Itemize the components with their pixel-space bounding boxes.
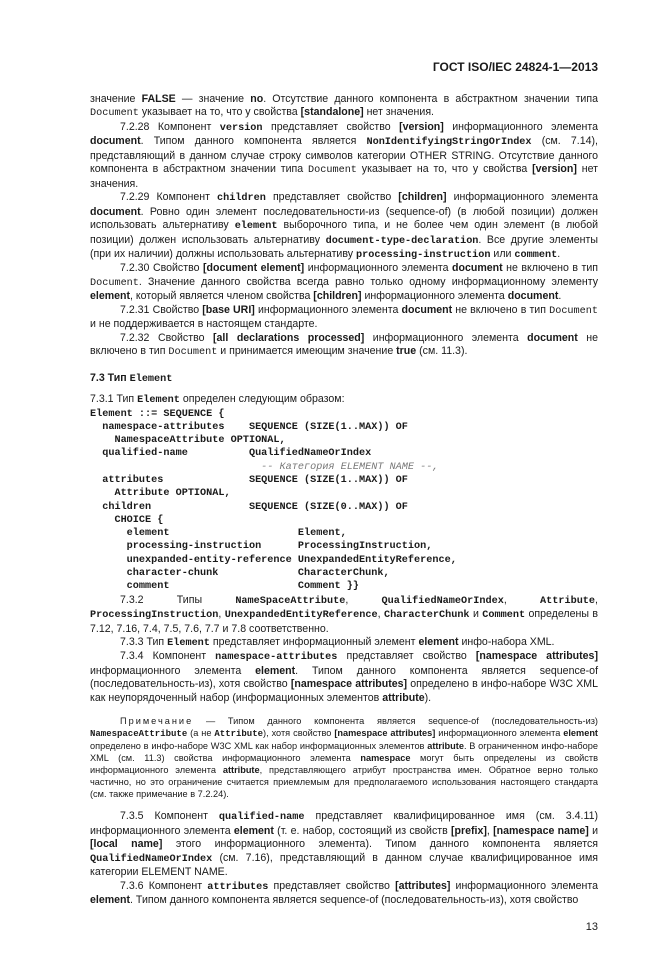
bold-term: attribute [382,691,425,704]
paragraph [90,191,598,262]
text-run: . Отсутствие данного компонента в абстрактном значении типа [263,93,598,105]
text-run: информационного элемента [364,331,528,344]
code-term: qualified-name [218,812,305,824]
code-term: UnexpandedEntityReference [224,610,378,622]
text-run: не включено в тип [502,262,598,275]
text-run: . Типом данного компонента является sequence-of (последовательность-из), хотя свойство [90,664,599,691]
bold-term: element [255,664,296,677]
text-run: информационного элемента [304,262,453,275]
bold-term: document [90,135,141,148]
text-run: 7.2.29 Компонент [120,191,217,204]
code-term: NameSpaceAttribute [235,595,346,607]
paragraph [90,880,598,908]
text-run: представляет свойство [337,650,476,663]
code-term: ProcessingInstruction [90,610,219,622]
page-number: 13 [585,921,598,934]
text-run: . В ограниченном инфо-наборе XML (см. 11.3) свойства информационного элемента [90,741,598,764]
bold-term: [children] [398,191,447,204]
text-run: и принимается имеющим значение [217,345,397,358]
paragraph [90,810,598,879]
text-run: . Типом данного компонента является [140,135,367,148]
text-run: представляет свойство [265,191,399,204]
text-run: 7.3.1 Тип [90,393,138,406]
text-run: представляет квалифицированное имя (см. 3.4.11) информационного элемента [90,810,598,837]
section-7-2-continued [90,93,598,360]
code-term: Document [549,305,599,317]
code-term: QualifiedNameOrIndex [381,595,504,607]
text-run: ), хотя свойство [263,728,335,739]
bold-term: element [418,636,459,649]
text-run: выборочного типа, и не более чем один элемент (в любой позиции) должен использовать альтернативу [90,219,599,246]
code-line: element Element, [90,528,347,540]
text-run: ). [424,691,432,704]
bold-term: FALSE [141,93,176,105]
text-run: 7.2.31 Свойство [120,303,203,316]
text-run: 7.3.4 Компонент [120,650,216,663]
code-term: children [216,193,266,205]
paragraph [90,393,598,407]
text-run: значение [90,93,142,105]
code-term: element [234,221,278,233]
text-run: определен следующим образом: [179,393,345,406]
bold-term: element [90,290,131,303]
text-run: определено в инфо-наборе W3C XML как набор информационных элементов [90,741,428,752]
text-run: информационного элемента [443,120,598,133]
section-7-3-more-paragraphs [90,810,598,907]
bold-term: namespace [360,753,411,764]
bold-term: [namespace attributes] [334,728,436,739]
text-run: нет значения. [363,106,434,119]
bold-term: document [401,303,453,316]
bold-term: true [396,345,417,358]
code-term: Document [90,277,139,289]
code-term: CharacterChunk [383,610,470,622]
code-line: NamespaceAttribute OPTIONAL, [90,435,286,447]
paragraph [90,636,598,650]
bold-term: [version] [532,163,577,176]
text-run: информационного элемента [90,664,256,677]
code-term: Document [90,108,139,120]
text-run: не включено в тип [452,303,550,316]
text-run: . [558,290,562,303]
text-run: 7.2.30 Свойство [120,262,203,275]
text-run: 7.2.28 Компонент [120,120,220,133]
bold-term: document [452,262,503,275]
asn1-code-block [90,408,598,594]
bold-term: attribute [427,741,464,752]
paragraph [90,332,598,360]
text-run: , [486,824,494,837]
code-line: CHOICE { [90,514,164,526]
text-run: , [218,608,225,621]
bold-term: element [563,728,598,739]
code-term: document-type-declaration [325,235,479,247]
bold-term: no [250,93,264,105]
bold-term: element [90,894,131,907]
text-run: определены в 7.12, 7.16, 7.4, 7.5, 7.6, 7.7 и 7.8 соответственно. [90,608,598,635]
bold-term: element [233,824,274,837]
text-run: и [588,824,599,837]
code-term: Element [167,638,210,650]
code-line: Element ::= SEQUENCE { [90,408,225,420]
intro-paragraph [90,393,598,407]
note [90,715,598,800]
paragraph [90,594,598,636]
bold-term: [namespace name] [493,824,589,837]
bold-term: [version] [399,120,444,133]
text-run: информационного элемента [254,303,402,316]
bold-term: attribute [222,765,260,776]
code-line: children SEQUENCE (SIZE(0..MAX)) OF [90,501,408,513]
paragraph [90,262,598,303]
text-run: нет значения. [90,163,599,190]
text-run: не включено в тип [90,331,599,358]
code-line: qualified-name QualifiedNameOrIndex [90,448,372,460]
bold-term: [namespace attributes] [475,650,598,663]
bold-term: [base URI] [202,303,255,316]
section-type-name: Element [129,373,173,385]
text-run: инфо-набора XML. [458,636,555,649]
text-run: , который является членом свойства [130,290,314,303]
code-line: -- Категория ELEMENT NAME --, [90,461,439,473]
code-term: comment [514,249,558,261]
bold-term: [namespace attributes] [290,678,408,691]
code-line: character-chunk CharacterChunk, [90,568,390,580]
section-heading-7-3 [90,372,598,386]
code-term: Comment [482,610,526,622]
text-run: . Типом данного компонента является sequence-of (последовательность-из), хотя свойство [130,894,579,907]
text-run: информационного элемента [361,290,508,303]
text-run: информационного элемента [446,191,598,204]
text-run: представляет информационный элемент [209,636,419,649]
paragraph [90,304,598,332]
bold-term: document [507,290,559,303]
text-run: представляет свойство [268,879,396,892]
bold-term: [children] [313,290,362,303]
code-term: namespace-attributes [215,652,338,664]
text-run: 7.3.3 Тип [120,636,168,649]
text-run: 7.3.2 Типы [120,593,236,606]
text-run: 7.3.6 Компонент [120,879,208,892]
text-run: и [469,608,483,621]
bold-term: [prefix] [450,824,487,837]
text-run: и не поддерживается в настоящем стандарте. [90,318,318,331]
text-run: , [377,608,384,621]
code-term: Document [308,165,357,177]
section-7-3-paragraphs [90,594,598,706]
text-run: — значение [175,93,251,105]
bold-term: document [90,205,141,218]
text-run: — Типом данного компонента является sequence-of (последовательность-из) [193,716,598,727]
code-line: comment Comment }} [90,581,359,593]
text-run: , [345,593,382,606]
text-run: , [595,593,598,606]
code-line: unexpanded-entity-reference UnexpandedEntityReference, [90,554,457,566]
paragraph [90,93,598,121]
text-run: 7.2.32 Свойство [120,331,213,344]
code-term: Element [137,395,180,407]
document-header: ГОСТ ISO/IEC 24824-1—2013 [432,60,598,74]
bold-term: document [527,331,578,344]
code-term: version [219,122,263,134]
text-run: или [490,247,515,260]
text-run: . Ровно один элемент последовательности-из (sequence-of) (в любой позиции) должен использовать альтернативу [90,205,598,232]
code-line: Attribute OPTIONAL, [90,488,231,500]
text-run: информационного элемента [435,728,564,739]
text-run: . [557,247,561,260]
paragraph [90,121,598,191]
bold-term: [standalone] [300,106,364,119]
text-run: (см. 7.16), представляющий в данном случае квалифицированное имя категории ELEMENT NAME. [90,851,598,879]
note-label: Примечание [120,716,194,727]
code-line: attributes SEQUENCE (SIZE(1..MAX)) OF [90,475,408,486]
text-run: могут быть определены из свойств информационного элемента [90,753,598,776]
text-run: . Значение данного свойства всегда равно только одному информационному элементу [138,275,598,288]
bold-term: [all declarations processed] [213,331,365,344]
section-number: 7.3 Тип [90,371,130,384]
code-term: Document [168,347,218,359]
bold-term: [document element] [202,262,305,275]
code-line: processing-instruction ProcessingInstruction, [90,541,433,553]
text-run: , представляющего атрибут пространства имен. Обратное верно только частично, но это ограничение считается приемлемым для предполагаемого использования настоящего стандарта (см. также примечание в 7.2.24). [90,765,598,800]
text-run: (т. е. набор, состоящий из свойств [273,824,451,837]
text-run: определено в инфо-наборе W3C XML как неупорядоченный набор (информационных элементов [90,678,598,704]
text-run: 7.3.5 Компонент [120,810,219,823]
code-line: namespace-attributes SEQUENCE (SIZE(1..MAX)) OF [90,421,408,433]
text-run: (см. 7.14), представляющий в данном случае строку символов категории OTHER STRING. Отсутствие данного компонента в абстрактном значении типа [90,135,598,176]
text-run: указывает на то, что у свойства [138,106,301,119]
bold-term: [local name] [90,838,163,851]
code-term: NamespaceAttribute [90,729,188,740]
text-run: (а не [187,728,215,739]
code-term: processing-instruction [355,249,491,261]
text-run: , [503,593,541,606]
text-run: (см. 11.3). [416,345,468,358]
text-run: представляет свойство [262,120,400,133]
text-run: . Все другие элементы (при их наличии) должны использовать альтернативу [90,233,598,260]
text-run: этого информационного элемента). Типом данного компонента является [162,838,598,851]
code-term: Attribute [214,729,264,740]
code-term: Attribute [540,595,596,607]
page-content [90,0,598,974]
text-run: указывает на то, что у свойства [356,163,533,176]
code-term: QualifiedNameOrIndex [90,853,213,865]
bold-term: [attributes] [395,879,451,892]
text-run: информационного элемента [450,879,598,892]
code-term: attributes [207,881,269,893]
paragraph [90,650,598,705]
paragraph [90,715,598,800]
code-term: NonIdentifyingStringOrIndex [366,137,532,149]
